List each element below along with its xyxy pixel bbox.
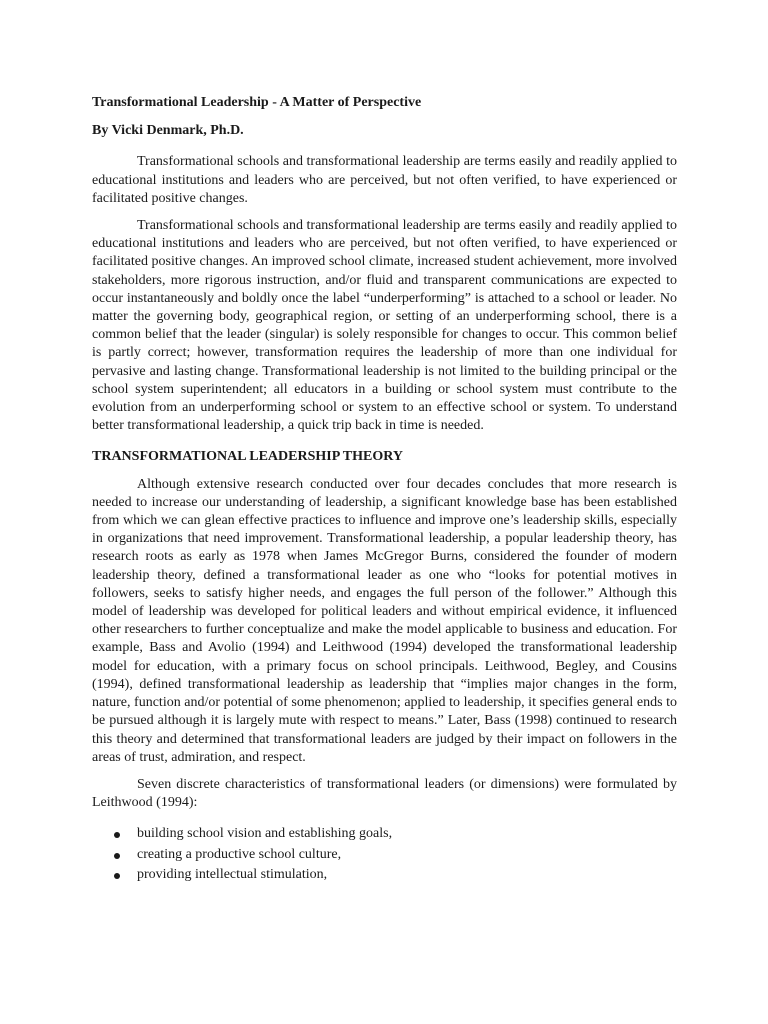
list-item: [92, 825, 677, 843]
intro-paragraph-2: Transformational schools and transformational leadership are terms easily and readily applied to educational institutions and leaders who are perceived, but not often verified, to have experienced or facilitated positive changes. An improved school climate, increased student achievement, more involved stakeholders, more rigorous instruction, and/or fluid and transparent communications are expected to occur instantaneously and boldly once the label “underperforming” is attached to a school or leader. No matter the governing body, geographical region, or setting of an underperforming school, there is a common belief that the leader (singular) is solely responsible for changes to occur. This common belief is partly correct; however, transformation requires the leadership of more than one individual for pervasive and lasting change. Transformational leadership is not limited to the building principal or the school system superintendent; all educators in a building or school system must contribute to the evolution from an underperforming school or system to an effective school or system. To understand better transformational leadership, a quick trip back in time is needed.: [92, 218, 677, 434]
list-item: [92, 846, 677, 864]
characteristics-list: [92, 825, 677, 884]
list-item-text: creating a productive school culture,: [137, 846, 342, 862]
bullet-icon: [114, 832, 120, 838]
intro-paragraph-1: Transformational schools and transformational leadership are terms easily and readily applied to educational institutions and leaders who are perceived, but not often verified, to have experienced or facilitated positive changes.: [92, 154, 677, 206]
bullet-icon: [114, 873, 120, 879]
document-author: By Vicki Denmark, Ph.D.: [92, 123, 244, 139]
list-item: [92, 866, 677, 884]
bullet-icon: [114, 853, 120, 859]
document-page: [92, 94, 677, 886]
list-item-text: building school vision and establishing goals,: [137, 826, 393, 842]
section-paragraph-2: Seven discrete characteristics of transformational leaders (or dimensions) were formulated by Leithwood (1994):: [92, 776, 677, 811]
section-paragraph-1: Although extensive research conducted over four decades concludes that more research is needed to increase our understanding of leadership, a significant knowledge base has been established from which we can glean effective practices to influence and improve one’s leadership skills, especially in organizations that need improvement. Transformational leadership, a popular leadership theory, has research roots as early as 1978 when James McGregor Burns, considered the founder of modern leadership theory, defined a transformational leader as one who “looks for potential motives in followers, seeks to satisfy higher needs, and engages the full person of the follower.” Although this model of leadership was developed for political leaders and without empirical evidence, it influenced other researchers to further conceptualize and make the model applicable to business and education. For example, Bass and Avolio (1994) and Leithwood (1994) developed the transformational leadership model for education, with a primary focus on school principals. Leithwood, Begley, and Cousins (1994), defined transformational leadership as leadership that “implies major changes in the form, nature, function and/or potential of some phenomenon; applied to leadership, it specifies general ends to be pursued although it is largely mute with respect to means.” Later, Bass (1998) continued to research this theory and determined that transformational leaders are judged by their impact on followers in the areas of trust, admiration, and respect.: [92, 476, 677, 765]
list-item-text: providing intellectual stimulation,: [137, 866, 328, 882]
document-title: Transformational Leadership - A Matter of Perspective: [92, 95, 422, 110]
section-heading: TRANSFORMATIONAL LEADERSHIP THEORY: [92, 449, 403, 465]
